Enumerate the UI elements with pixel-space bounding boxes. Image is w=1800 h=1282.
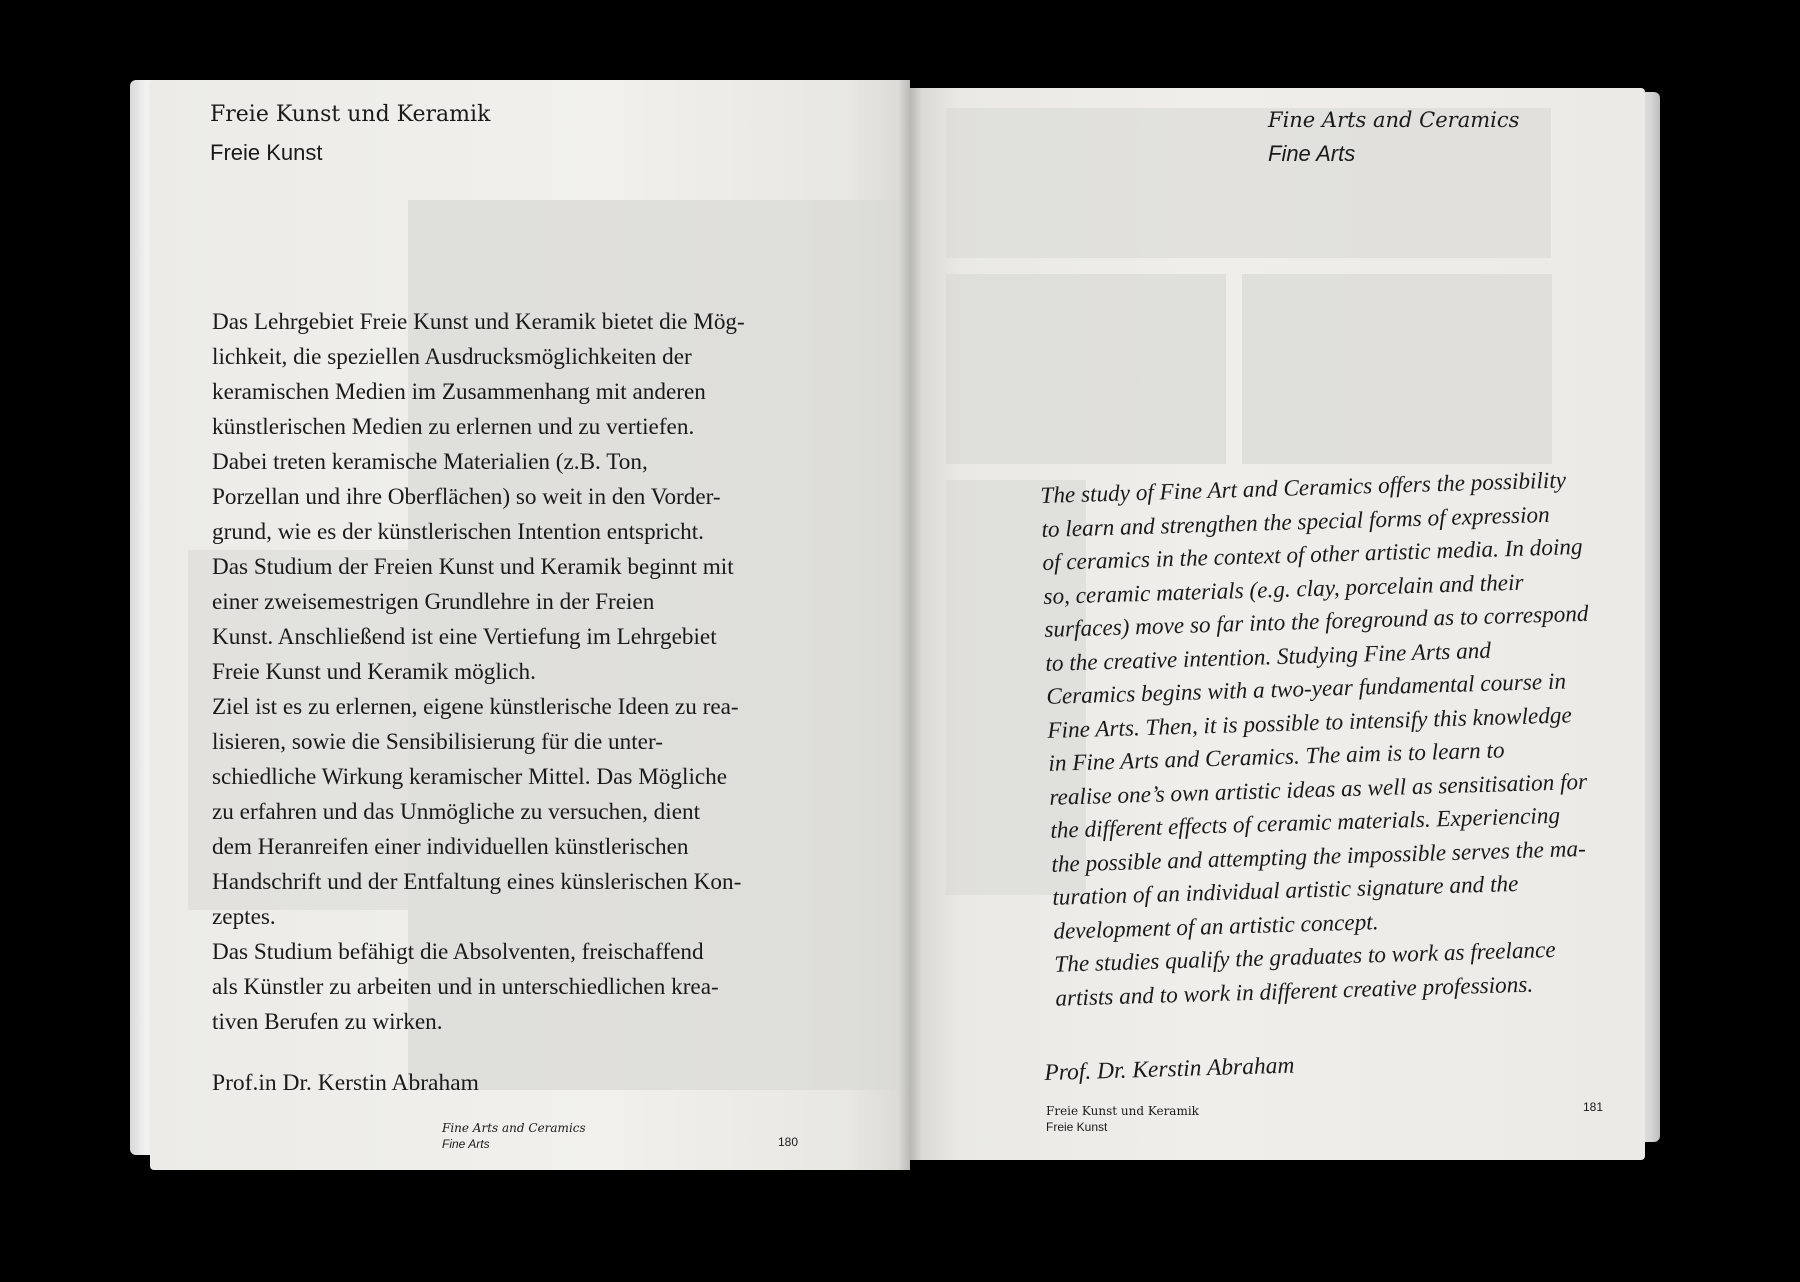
body-line: schiedliche Wirkung keramischer Mittel. Das Mögliche: [212, 764, 728, 790]
body-line: to the creative intention. Studying Fine Arts and: [1045, 637, 1492, 677]
body-line: development of an artistic concept.: [1053, 908, 1379, 945]
show-through-image: [946, 274, 1226, 464]
body-line: the possible and attempting the impossible serves the ma-: [1051, 835, 1587, 878]
body-line: Dabei treten keramische Materialien (z.B. Ton,: [212, 449, 648, 475]
body-line: lichkeit, die speziellen Ausdrucksmöglichkeiten der: [212, 344, 692, 370]
body-line: Das Studium der Freien Kunst und Keramik beginnt mit: [212, 554, 734, 580]
body-line: in Fine Arts and Ceramics. The aim is to learn to: [1048, 737, 1505, 777]
left-footer-line1: Fine Arts and Ceramics: [442, 1121, 586, 1135]
body-line: turation of an individual artistic signature and the: [1052, 870, 1519, 911]
body-line: zu erfahren und das Unmögliche zu versuchen, dient: [212, 799, 701, 825]
right-page-number: 181: [1583, 1100, 1604, 1114]
body-line: keramischen Medien im Zusammenhang mit anderen: [212, 379, 706, 405]
body-line: surfaces) move so far into the foreground as to correspond: [1044, 600, 1589, 643]
body-line: The studies qualify the graduates to work as freelance: [1054, 936, 1557, 978]
body-line: realise one’s own artistic ideas as well as sensitisation for: [1049, 768, 1588, 811]
body-line: einer zweisemestrigen Grundlehre in der Freien: [212, 589, 655, 615]
body-line: grund, wie es der künstlerischen Intention entspricht.: [212, 519, 704, 545]
right-footer: [1046, 1103, 1199, 1135]
body-line: of ceramics in the context of other artistic media. In doing: [1042, 533, 1583, 576]
body-line: Handschrift und der Entfaltung eines künslerischen Kon-: [212, 869, 742, 895]
left-signature: Prof.in Dr. Kerstin Abraham: [212, 1070, 479, 1096]
body-line: lisieren, sowie die Sensibilisierung für die unter-: [212, 729, 663, 755]
body-line: to learn and strengthen the special forms of expression: [1041, 501, 1550, 543]
right-header-subtitle: Fine Arts: [1268, 141, 1356, 166]
body-line: als Künstler zu arbeiten und in unterschiedlichen krea-: [212, 974, 719, 1000]
body-line: künstlerischen Medien zu erlernen und zu vertiefen.: [212, 414, 695, 440]
body-line: Freie Kunst und Keramik möglich.: [212, 659, 536, 685]
body-line: Das Lehrgebiet Freie Kunst und Keramik bietet die Mög-: [212, 309, 745, 335]
left-body-text: [212, 305, 852, 1040]
right-signature: Prof. Dr. Kerstin Abraham: [1044, 1052, 1295, 1086]
right-footer-line2: Freie Kunst: [1046, 1120, 1108, 1134]
book-gutter: [898, 80, 922, 1170]
body-line: the different effects of ceramic materials. Experiencing: [1050, 802, 1561, 844]
body-line: tiven Berufen zu wirken.: [212, 1009, 443, 1035]
show-through-image: [1242, 274, 1552, 464]
body-line: The study of Fine Art and Ceramics offers the possibility: [1040, 467, 1567, 509]
body-line: dem Heranreifen einer individuellen künstlerischen: [212, 834, 689, 860]
body-line: so, ceramic materials (e.g. clay, porcelain and their: [1043, 569, 1524, 610]
right-footer-line1: Freie Kunst und Keramik: [1046, 1104, 1199, 1118]
body-line: Ziel ist es zu erlernen, eigene künstlerische Ideen zu rea-: [212, 694, 739, 720]
left-page-number: 180: [778, 1135, 799, 1149]
body-line: Ceramics begins with a two-year fundamental course in: [1046, 668, 1567, 710]
body-line: Das Studium befähigt die Absolventen, freischaffend: [212, 939, 704, 965]
left-header-subtitle: Freie Kunst: [210, 140, 323, 165]
body-line: artists and to work in different creative professions.: [1054, 971, 1534, 1012]
body-line: zeptes.: [212, 904, 276, 930]
body-line: Porzellan und ihre Oberflächen) so weit in den Vorder-: [212, 484, 721, 510]
right-body-text: [1040, 463, 1636, 1016]
left-header-title: Freie Kunst und Keramik: [210, 102, 491, 127]
left-footer: [442, 1120, 586, 1152]
body-line: Kunst. Anschließend ist eine Vertiefung im Lehrgebiet: [212, 624, 717, 650]
left-footer-line2: Fine Arts: [442, 1137, 490, 1151]
right-header-title: Fine Arts and Ceramics: [1268, 108, 1520, 132]
body-line: Fine Arts. Then, it is possible to intensify this knowledge: [1047, 701, 1573, 744]
